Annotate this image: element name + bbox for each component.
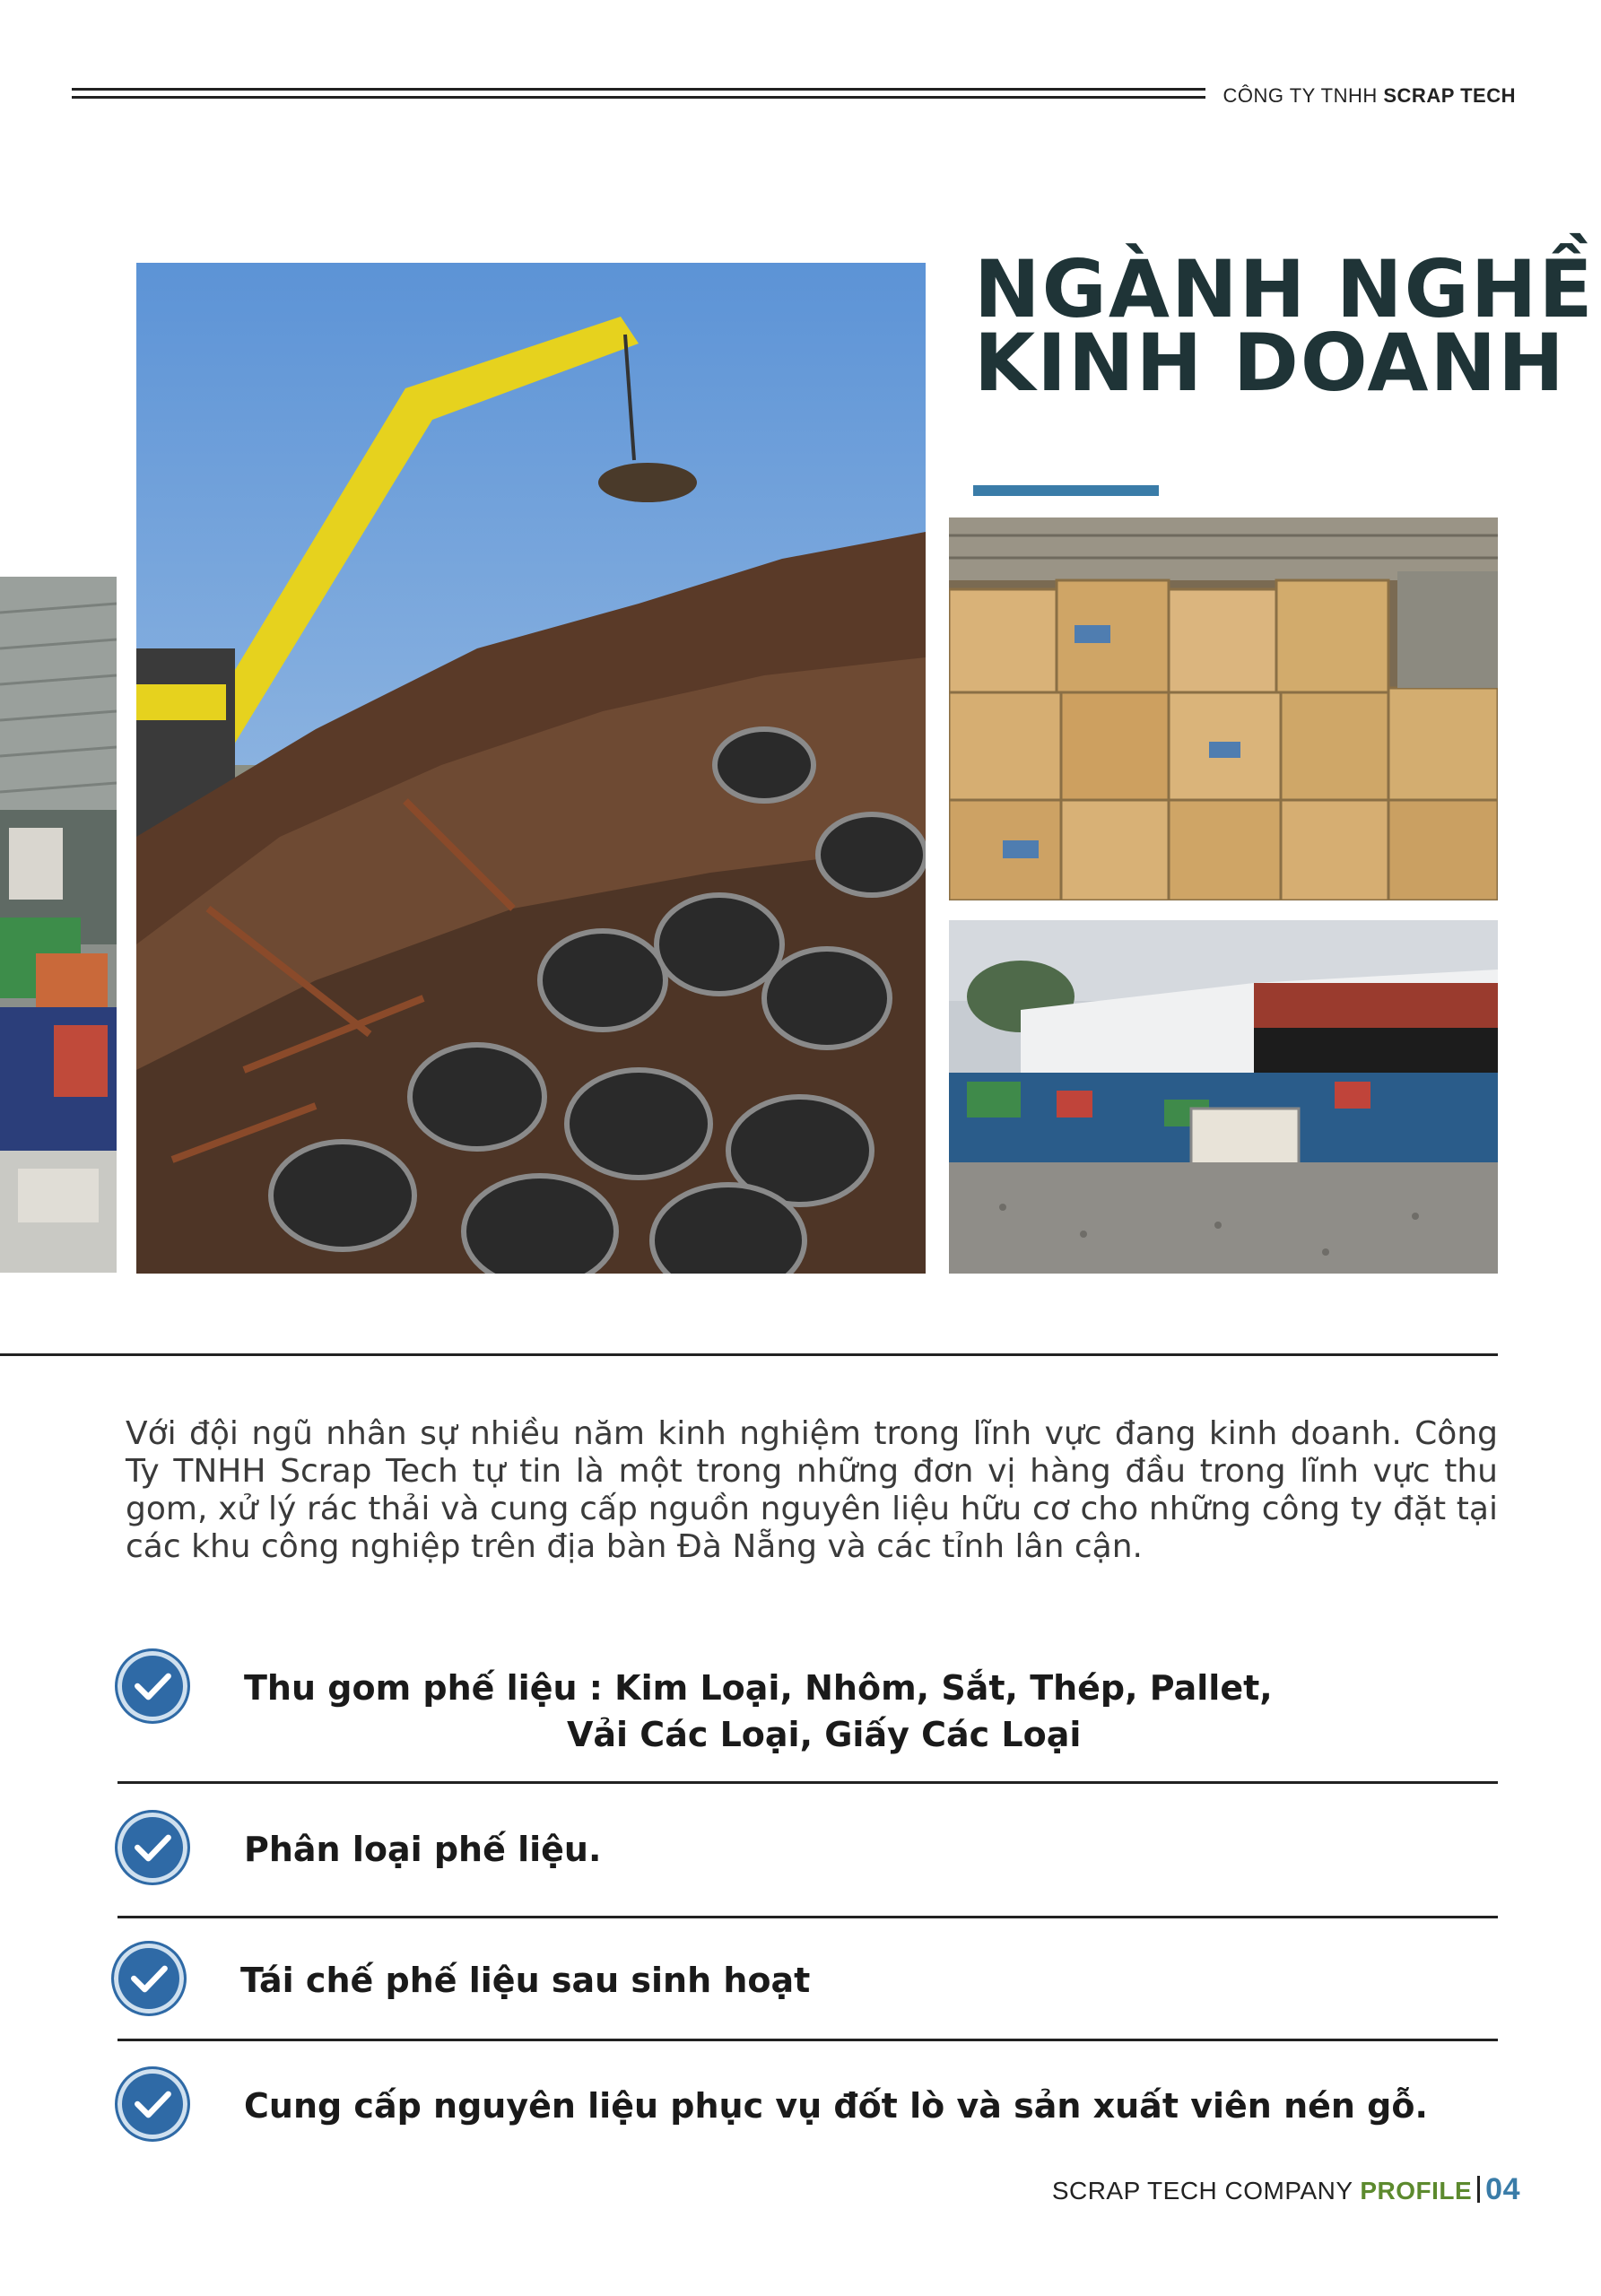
service-1-line-2: Vải Các Loại, Giấy Các Loại	[567, 1715, 1082, 1754]
section-divider	[0, 1353, 1498, 1356]
service-4: Cung cấp nguyên liệu phục vụ đốt lò và sản xuất viên nén gỗ.	[244, 2086, 1428, 2126]
service-3: Tái chế phế liệu sau sinh hoạt	[240, 1961, 811, 2000]
footer-separator	[1477, 2176, 1480, 2203]
service-2: Phân loại phế liệu.	[244, 1830, 602, 1869]
footer-profile: PROFILE	[1360, 2177, 1473, 2205]
company-prefix: CÔNG TY TNHH	[1223, 84, 1378, 107]
check-circle-icon	[115, 1648, 190, 1724]
title-line-2: KINH DOANH	[974, 317, 1566, 409]
photo-market	[0, 577, 117, 1273]
company-name: SCRAP TECH	[1383, 84, 1516, 107]
check-circle-icon	[115, 1810, 190, 1885]
page-footer	[1052, 2172, 1520, 2207]
page-number: 04	[1485, 2172, 1520, 2206]
photo-yard	[949, 920, 1498, 1274]
header-rule-bottom	[72, 96, 1205, 99]
header-company	[1223, 84, 1517, 108]
service-1-line-1: Thu gom phế liệu : Kim Loại, Nhôm, Sắt, Thép, Pallet,	[244, 1668, 1273, 1708]
footer-company: SCRAP TECH COMPANY	[1051, 2177, 1353, 2205]
header-rule-top	[72, 88, 1205, 91]
page-title	[974, 243, 1595, 409]
check-circle-icon	[115, 2066, 190, 2142]
photo-market-frame	[0, 562, 136, 1274]
service-divider-1	[117, 1781, 1498, 1784]
title-line-1: NGÀNH NGHỀ	[974, 243, 1595, 335]
title-accent-bar	[973, 485, 1159, 496]
photo-cardboard-bales	[949, 517, 1498, 900]
check-circle-icon	[111, 1941, 187, 2016]
service-divider-2	[117, 1916, 1498, 1918]
intro-paragraph: Với đội ngũ nhân sự nhiều năm kinh nghiệm trong lĩnh vực đang kinh doanh. Công Ty TNHH Scrap Tech tự tin là một trong những đơn vị hàng đầu trong lĩnh vực thu gom, xử lý rác thải và cung cấp nguồn nguyên liệu hữu cơ cho những công ty đặt tại các khu công nghiệp trên địa bàn Đà Nẵng và các tỉnh lân cận.	[126, 1415, 1498, 1565]
photo-scrap-yard	[136, 263, 926, 1274]
service-divider-3	[117, 2039, 1498, 2041]
